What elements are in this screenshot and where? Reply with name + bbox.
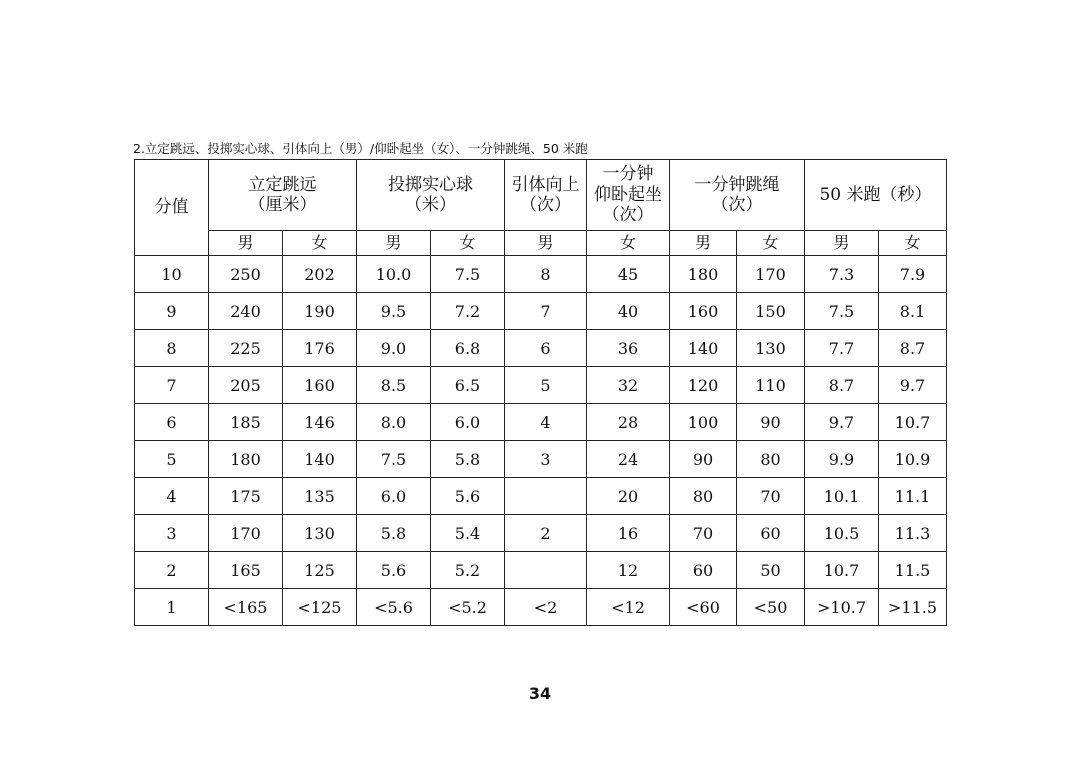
table-cell: 32 (587, 367, 670, 404)
table-cell: 7.5 (805, 293, 879, 330)
table-cell: <5.2 (431, 589, 505, 626)
table-cell: 140 (670, 330, 737, 367)
table-cell: 60 (737, 515, 805, 552)
table-cell: 8 (505, 256, 587, 293)
gender-header-row (135, 231, 947, 256)
table-cell: 130 (737, 330, 805, 367)
table-cell: 90 (670, 441, 737, 478)
group-header-line: 引体向上 (511, 174, 580, 195)
table-cell: 20 (587, 478, 670, 515)
table-cell: 16 (587, 515, 670, 552)
gender-header: 女 (737, 231, 805, 256)
table-cell: 6.5 (431, 367, 505, 404)
table-cell: 130 (283, 515, 357, 552)
table-cell: 50 (737, 552, 805, 589)
table-cell: 10.7 (805, 552, 879, 589)
table-cell: <2 (505, 589, 587, 626)
score-cell: 8 (135, 330, 209, 367)
score-cell: 6 (135, 404, 209, 441)
table-caption: 2.立定跳远、投掷实心球、引体向上（男）/仰卧起坐（女）、一分钟跳绳、50 米跑 (133, 141, 588, 156)
table-cell: 7.5 (431, 256, 505, 293)
group-header-line: 投掷实心球 (388, 174, 473, 195)
table-cell: 6.0 (431, 404, 505, 441)
score-header: 分值 (135, 160, 209, 256)
group-header-50m-run (805, 160, 947, 231)
table-cell: 5.2 (431, 552, 505, 589)
gender-header: 男 (357, 231, 431, 256)
table-cell: 7.7 (805, 330, 879, 367)
table-cell: 7 (505, 293, 587, 330)
gender-header: 女 (587, 231, 670, 256)
table-cell: 125 (283, 552, 357, 589)
group-header-line: （米） (405, 195, 456, 215)
group-header-line: 立定跳远 (248, 174, 317, 195)
table-cell: 11.3 (879, 515, 947, 552)
table-row (135, 441, 947, 478)
score-cell: 5 (135, 441, 209, 478)
table-cell: 6.0 (357, 478, 431, 515)
table-row (135, 515, 947, 552)
table-cell: 10.1 (805, 478, 879, 515)
score-cell: 9 (135, 293, 209, 330)
table-cell: 5.8 (431, 441, 505, 478)
table-row (135, 404, 947, 441)
group-header-line: 一分钟跳绳 (694, 174, 780, 195)
table-cell: 40 (587, 293, 670, 330)
table-cell: 4 (505, 404, 587, 441)
table-cell: 24 (587, 441, 670, 478)
table-cell: 225 (209, 330, 283, 367)
table-cell: 170 (737, 256, 805, 293)
table-cell: 90 (737, 404, 805, 441)
table-cell: 36 (587, 330, 670, 367)
table-cell (505, 552, 587, 589)
table-cell: <50 (737, 589, 805, 626)
table-cell: 3 (505, 441, 587, 478)
table-cell: 8.7 (879, 330, 947, 367)
table-cell: 8.5 (357, 367, 431, 404)
score-cell: 3 (135, 515, 209, 552)
table-cell: 6 (505, 330, 587, 367)
table-cell: 10.5 (805, 515, 879, 552)
group-header-line: （厘米） (248, 195, 317, 215)
table-cell: 60 (670, 552, 737, 589)
gender-header: 男 (209, 231, 283, 256)
table-cell: 165 (209, 552, 283, 589)
table-cell: 160 (283, 367, 357, 404)
gender-header: 男 (670, 231, 737, 256)
table-cell: 176 (283, 330, 357, 367)
table-cell: 146 (283, 404, 357, 441)
table-row (135, 256, 947, 293)
group-header-row (135, 160, 947, 231)
table-cell: 5.6 (431, 478, 505, 515)
score-cell: 4 (135, 478, 209, 515)
table-cell: 110 (737, 367, 805, 404)
table-cell: 8.7 (805, 367, 879, 404)
table-cell: 150 (737, 293, 805, 330)
group-header-line: 50 米跑（秒） (819, 184, 932, 205)
table-cell: 70 (670, 515, 737, 552)
table-cell: 45 (587, 256, 670, 293)
gender-header: 男 (505, 231, 587, 256)
table-cell: 7.9 (879, 256, 947, 293)
table-cell: <60 (670, 589, 737, 626)
table-cell: 190 (283, 293, 357, 330)
table-cell: 28 (587, 404, 670, 441)
group-header-line: 一分钟 (602, 164, 654, 185)
table-cell: 5.6 (357, 552, 431, 589)
table-cell: 8.1 (879, 293, 947, 330)
table-row (135, 330, 947, 367)
group-header-line: （次） (602, 205, 654, 226)
table-cell: 11.5 (879, 552, 947, 589)
score-cell: 2 (135, 552, 209, 589)
table-cell: 140 (283, 441, 357, 478)
table-cell: 202 (283, 256, 357, 293)
score-table-body (135, 256, 947, 626)
group-header-sit-ups (587, 160, 670, 231)
table-cell: 7.2 (431, 293, 505, 330)
table-cell: 205 (209, 367, 283, 404)
table-cell: 7.5 (357, 441, 431, 478)
score-table (134, 159, 947, 626)
table-cell (505, 478, 587, 515)
group-header-medicine-ball (357, 160, 505, 231)
gender-header: 女 (431, 231, 505, 256)
table-cell: 120 (670, 367, 737, 404)
table-cell: 9.9 (805, 441, 879, 478)
table-cell: 9.0 (357, 330, 431, 367)
table-cell: 12 (587, 552, 670, 589)
table-cell: <12 (587, 589, 670, 626)
table-row (135, 478, 947, 515)
table-cell: <5.6 (357, 589, 431, 626)
table-cell: 11.1 (879, 478, 947, 515)
gender-header: 女 (879, 231, 947, 256)
gender-header: 女 (283, 231, 357, 256)
table-cell: 7.3 (805, 256, 879, 293)
group-header-line: 仰卧起坐 (594, 184, 662, 205)
table-cell: 80 (737, 441, 805, 478)
table-cell: 9.7 (805, 404, 879, 441)
table-row (135, 293, 947, 330)
score-cell: 7 (135, 367, 209, 404)
page-number: 34 (528, 684, 552, 703)
group-header-line: （次） (520, 195, 571, 215)
table-cell: 160 (670, 293, 737, 330)
table-cell: >11.5 (879, 589, 947, 626)
table-cell: 6.8 (431, 330, 505, 367)
table-cell: 70 (737, 478, 805, 515)
table-cell: <125 (283, 589, 357, 626)
gender-header: 男 (805, 231, 879, 256)
group-header-pull-ups (505, 160, 587, 231)
table-cell: 9.7 (879, 367, 947, 404)
table-cell: 2 (505, 515, 587, 552)
table-row (135, 589, 947, 626)
group-header-standing-long-jump (209, 160, 357, 231)
table-cell: 5.8 (357, 515, 431, 552)
table-cell: 240 (209, 293, 283, 330)
group-header-line: （次） (711, 195, 763, 215)
table-cell: 9.5 (357, 293, 431, 330)
table-row (135, 367, 947, 404)
table-cell: >10.7 (805, 589, 879, 626)
table-cell: 100 (670, 404, 737, 441)
table-cell: 8.0 (357, 404, 431, 441)
table-cell: 135 (283, 478, 357, 515)
table-cell: 5 (505, 367, 587, 404)
score-cell: 1 (135, 589, 209, 626)
table-cell: 10.7 (879, 404, 947, 441)
table-cell: 180 (209, 441, 283, 478)
table-cell: 175 (209, 478, 283, 515)
table-cell: 185 (209, 404, 283, 441)
score-cell: 10 (135, 256, 209, 293)
table-cell: <165 (209, 589, 283, 626)
table-cell: 10.9 (879, 441, 947, 478)
table-cell: 80 (670, 478, 737, 515)
table-cell: 10.0 (357, 256, 431, 293)
table-cell: 250 (209, 256, 283, 293)
group-header-jump-rope (670, 160, 805, 231)
table-row (135, 552, 947, 589)
table-cell: 180 (670, 256, 737, 293)
table-cell: 170 (209, 515, 283, 552)
table-cell: 5.4 (431, 515, 505, 552)
